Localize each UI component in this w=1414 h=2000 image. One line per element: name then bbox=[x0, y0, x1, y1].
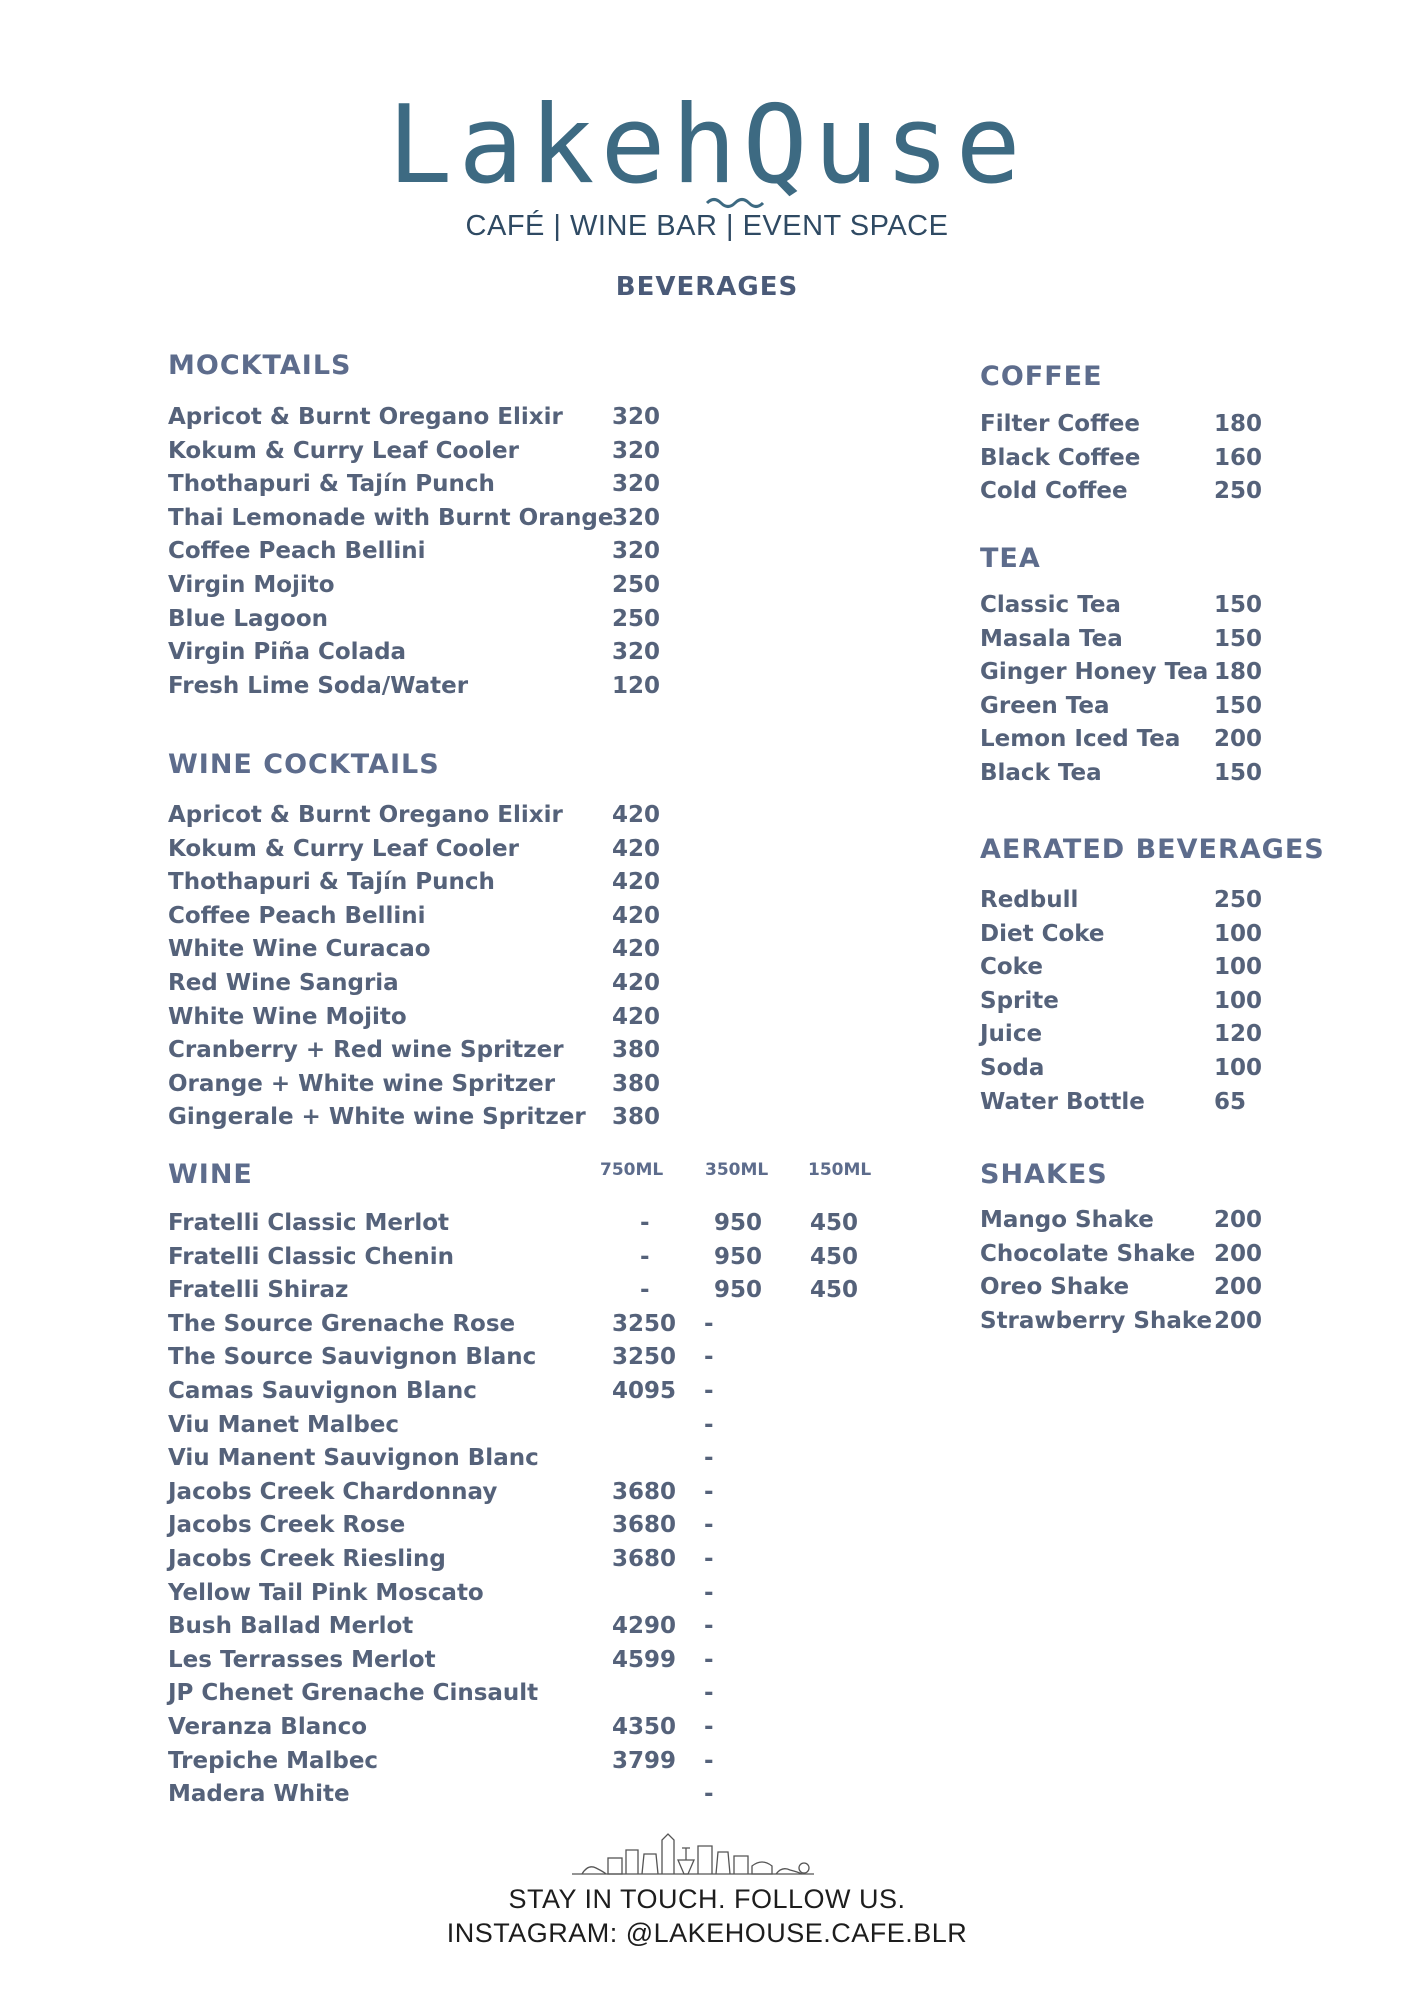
wine-price-350ml: - bbox=[704, 1512, 714, 1539]
drinks-illustration-icon bbox=[568, 1830, 818, 1876]
brand-logo bbox=[0, 83, 1414, 208]
menu-item-name: White Wine Mojito bbox=[168, 1003, 407, 1030]
wine-row bbox=[168, 1676, 888, 1710]
menu-item bbox=[168, 534, 692, 568]
menu-item-name: Apricot & Burnt Oregano Elixir bbox=[168, 404, 563, 430]
menu-item bbox=[980, 950, 1294, 984]
wine-name: Bush Ballad Merlot bbox=[168, 1613, 414, 1640]
wine-price-750ml: 4290 bbox=[612, 1613, 677, 1640]
tea-title: TEA bbox=[980, 543, 1041, 574]
menu-item-price: 100 bbox=[1214, 954, 1263, 981]
menu-item-price: 65 bbox=[1214, 1088, 1247, 1115]
wine-row bbox=[168, 1441, 888, 1475]
wine-price-150ml: 450 bbox=[810, 1210, 859, 1236]
menu-item-price: 320 bbox=[612, 437, 661, 464]
wine-row bbox=[168, 1710, 888, 1744]
menu-item-price: 150 bbox=[1214, 692, 1263, 719]
menu-item-name: Mango Shake bbox=[980, 1207, 1154, 1233]
menu-item-name: Virgin Piña Colada bbox=[168, 639, 407, 666]
menu-item-name: Black Tea bbox=[980, 760, 1102, 786]
menu-item bbox=[168, 568, 692, 602]
wine-price-350ml: - bbox=[704, 1546, 714, 1572]
wine-cocktails-title: WINE COCKTAILS bbox=[168, 749, 440, 780]
wine-price-350ml: - bbox=[704, 1478, 714, 1505]
menu-item-name: Soda bbox=[980, 1055, 1045, 1081]
wine-name: Madera White bbox=[168, 1781, 350, 1808]
menu-item-name: Kokum & Curry Leaf Cooler bbox=[168, 437, 519, 464]
brand-name-part2: Q bbox=[742, 83, 814, 208]
menu-item-price: 420 bbox=[612, 835, 661, 862]
menu-item bbox=[980, 722, 1294, 756]
menu-item bbox=[168, 467, 692, 501]
menu-item bbox=[980, 622, 1294, 656]
menu-item-name: Black Coffee bbox=[980, 444, 1141, 471]
menu-item-price: 100 bbox=[1214, 987, 1263, 1014]
wine-price-750ml: 3680 bbox=[612, 1546, 677, 1572]
wine-row bbox=[168, 1508, 888, 1542]
wine-row bbox=[168, 1206, 888, 1240]
wine-name: Yellow Tail Pink Moscato bbox=[168, 1579, 484, 1606]
wine-price-750ml: - bbox=[640, 1243, 650, 1270]
menu-item bbox=[168, 899, 692, 933]
menu-item-price: 320 bbox=[612, 404, 661, 430]
menu-item-name: Red Wine Sangria bbox=[168, 970, 399, 996]
wine-price-350ml: - bbox=[704, 1378, 714, 1404]
menu-item-price: 420 bbox=[612, 970, 661, 996]
wine-name: Trepiche Malbec bbox=[168, 1747, 379, 1774]
menu-item-price: 200 bbox=[1214, 726, 1263, 753]
menu-item bbox=[168, 865, 692, 899]
wine-price-750ml: 3680 bbox=[612, 1512, 677, 1539]
menu-item-price: 150 bbox=[1214, 592, 1263, 618]
wine-row bbox=[168, 1576, 888, 1610]
menu-item-name: Coffee Peach Bellini bbox=[168, 538, 426, 565]
menu-item bbox=[168, 602, 692, 636]
menu-item bbox=[980, 474, 1294, 508]
wine-price-750ml: 4095 bbox=[612, 1378, 677, 1404]
menu-item-name: Coke bbox=[980, 954, 1043, 981]
menu-item-price: 200 bbox=[1214, 1274, 1263, 1301]
menu-item-price: 320 bbox=[612, 471, 661, 498]
menu-item-price: 150 bbox=[1214, 625, 1263, 652]
menu-item bbox=[980, 1017, 1294, 1051]
wine-name: Viu Manet Malbec bbox=[168, 1411, 400, 1438]
menu-item-price: 380 bbox=[612, 1104, 661, 1131]
menu-item-price: 120 bbox=[612, 672, 661, 699]
menu-item-price: 100 bbox=[1214, 920, 1263, 947]
wave-icon bbox=[705, 196, 765, 210]
menu-item bbox=[168, 635, 692, 669]
wine-name: Viu Manent Sauvignon Blanc bbox=[168, 1445, 539, 1472]
menu-item-name: Orange + White wine Spritzer bbox=[168, 1070, 556, 1097]
menu-item-name: Kokum & Curry Leaf Cooler bbox=[168, 835, 519, 862]
wine-name: Fratelli Shiraz bbox=[168, 1277, 349, 1304]
menu-item bbox=[168, 400, 692, 434]
footer-stay-in-touch: STAY IN TOUCH. FOLLOW US. bbox=[508, 1884, 906, 1914]
menu-item-name: Virgin Mojito bbox=[168, 572, 335, 598]
wine-price-350ml: - bbox=[704, 1781, 714, 1808]
menu-item-name: Diet Coke bbox=[980, 920, 1105, 947]
menu-item-price: 120 bbox=[1214, 1021, 1263, 1048]
wine-name: Jacobs Creek Riesling bbox=[168, 1546, 446, 1572]
wine-price-750ml: 3250 bbox=[612, 1344, 677, 1371]
menu-item bbox=[980, 588, 1294, 622]
mocktails-title: MOCKTAILS bbox=[168, 350, 352, 381]
menu-item-price: 420 bbox=[612, 869, 661, 896]
footer-instagram[interactable]: INSTAGRAM: @LAKEHOUSE.CAFE.BLR bbox=[446, 1918, 968, 1948]
wine-name: Fratelli Classic Merlot bbox=[168, 1210, 450, 1236]
menu-item-price: 160 bbox=[1214, 444, 1263, 471]
wine-row bbox=[168, 1475, 888, 1509]
menu-item bbox=[168, 1100, 692, 1134]
menu-item-name: Strawberry Shake bbox=[980, 1307, 1213, 1334]
menu-item-name: White Wine Curacao bbox=[168, 936, 431, 963]
wine-price-750ml: 4599 bbox=[612, 1646, 677, 1673]
menu-item-price: 250 bbox=[1214, 478, 1263, 505]
wine-price-350ml: 950 bbox=[714, 1210, 763, 1236]
wine-row bbox=[168, 1340, 888, 1374]
wine-price-350ml: - bbox=[704, 1747, 714, 1774]
wine-row bbox=[168, 1609, 888, 1643]
menu-item-name: Redbull bbox=[980, 887, 1079, 913]
menu-item bbox=[980, 883, 1294, 917]
wine-price-350ml: - bbox=[704, 1714, 714, 1740]
menu-item-price: 100 bbox=[1214, 1055, 1263, 1081]
wine-row bbox=[168, 1744, 888, 1778]
menu-item-name: Ginger Honey Tea bbox=[980, 659, 1209, 686]
wine-price-350ml: - bbox=[704, 1411, 714, 1438]
wine-name: JP Chenet Grenache Cinsault bbox=[168, 1680, 539, 1707]
menu-item bbox=[168, 966, 692, 1000]
wine-row bbox=[168, 1374, 888, 1408]
wine-title: WINE bbox=[168, 1159, 253, 1190]
wine-price-350ml: 950 bbox=[714, 1243, 763, 1270]
menu-item bbox=[168, 832, 692, 866]
menu-item bbox=[168, 1033, 692, 1067]
wine-col-150ml: 150ML bbox=[808, 1160, 872, 1180]
wine-row bbox=[168, 1273, 888, 1307]
menu-item bbox=[980, 441, 1294, 475]
wine-name: The Source Grenache Rose bbox=[168, 1310, 516, 1337]
wine-price-750ml: - bbox=[640, 1210, 650, 1236]
menu-item-name: Filter Coffee bbox=[980, 411, 1140, 437]
wine-price-350ml: - bbox=[704, 1445, 714, 1472]
menu-item-name: Cold Coffee bbox=[980, 478, 1128, 505]
menu-item-price: 320 bbox=[612, 504, 661, 531]
tagline: CAFÉ | WINE BAR | EVENT SPACE bbox=[465, 210, 949, 242]
menu-item bbox=[980, 756, 1294, 790]
wine-price-750ml: 3680 bbox=[612, 1478, 677, 1505]
wine-col-350ml: 350ML bbox=[705, 1160, 769, 1180]
wine-row bbox=[168, 1307, 888, 1341]
menu-item-price: 250 bbox=[612, 605, 661, 632]
menu-item bbox=[168, 798, 692, 832]
wine-price-750ml: 3250 bbox=[612, 1310, 677, 1337]
coffee-title: COFFEE bbox=[980, 361, 1103, 392]
wine-col-750ml: 750ML bbox=[600, 1160, 664, 1180]
menu-item-price: 420 bbox=[612, 802, 661, 828]
wine-price-750ml: 4350 bbox=[612, 1714, 677, 1740]
menu-item-name: Thothapuri & Tajín Punch bbox=[168, 471, 495, 498]
menu-item-price: 250 bbox=[612, 572, 661, 598]
wine-price-150ml: 450 bbox=[810, 1243, 859, 1270]
menu-item bbox=[168, 1067, 692, 1101]
menu-item bbox=[980, 1270, 1294, 1304]
aerated-title: AERATED BEVERAGES bbox=[980, 834, 1325, 865]
menu-item-price: 200 bbox=[1214, 1307, 1263, 1334]
menu-item-name: Oreo Shake bbox=[980, 1274, 1130, 1301]
wine-price-350ml: - bbox=[704, 1310, 714, 1337]
wine-row bbox=[168, 1542, 888, 1576]
menu-item bbox=[168, 1000, 692, 1034]
wine-name: Fratelli Classic Chenin bbox=[168, 1243, 455, 1270]
menu-item bbox=[980, 1304, 1294, 1338]
wine-price-350ml: - bbox=[704, 1344, 714, 1371]
menu-item-name: Coffee Peach Bellini bbox=[168, 902, 426, 929]
wine-price-150ml: 450 bbox=[810, 1277, 859, 1304]
wine-price-350ml: 950 bbox=[714, 1277, 763, 1304]
menu-item bbox=[980, 689, 1294, 723]
menu-item-name: Thai Lemonade with Burnt Orange bbox=[168, 504, 614, 531]
menu-item-name: Chocolate Shake bbox=[980, 1240, 1196, 1267]
brand-name-part3: use bbox=[813, 83, 1027, 208]
menu-item bbox=[168, 434, 692, 468]
shakes-title: SHAKES bbox=[980, 1159, 1108, 1190]
menu-item-price: 380 bbox=[612, 1037, 661, 1064]
menu-item-price: 180 bbox=[1214, 659, 1263, 686]
menu-item-price: 200 bbox=[1214, 1207, 1263, 1233]
menu-item-name: Thothapuri & Tajín Punch bbox=[168, 869, 495, 896]
wine-price-750ml: 3799 bbox=[612, 1747, 677, 1774]
menu-item bbox=[980, 1237, 1294, 1271]
menu-item-name: Blue Lagoon bbox=[168, 605, 329, 632]
menu-item-price: 420 bbox=[612, 936, 661, 963]
menu-item-name: Fresh Lime Soda/Water bbox=[168, 672, 469, 699]
menu-item-price: 180 bbox=[1214, 411, 1263, 437]
wine-name: The Source Sauvignon Blanc bbox=[168, 1344, 537, 1371]
wine-name: Jacobs Creek Rose bbox=[168, 1512, 406, 1539]
wine-name: Jacobs Creek Chardonnay bbox=[168, 1478, 498, 1505]
menu-item-name: Green Tea bbox=[980, 692, 1110, 719]
wine-row bbox=[168, 1777, 888, 1811]
menu-item bbox=[980, 984, 1294, 1018]
menu-item-name: Gingerale + White wine Spritzer bbox=[168, 1104, 586, 1131]
page-heading: BEVERAGES bbox=[615, 272, 799, 302]
menu-item bbox=[980, 407, 1294, 441]
menu-item-price: 200 bbox=[1214, 1240, 1263, 1267]
wine-row bbox=[168, 1240, 888, 1274]
wine-price-350ml: - bbox=[704, 1680, 714, 1707]
wine-price-750ml: - bbox=[640, 1277, 650, 1304]
menu-item-name: Masala Tea bbox=[980, 625, 1123, 652]
menu-item-name: Water Bottle bbox=[980, 1088, 1145, 1115]
menu-item bbox=[980, 917, 1294, 951]
wine-name: Les Terrasses Merlot bbox=[168, 1646, 436, 1673]
menu-item-price: 420 bbox=[612, 902, 661, 929]
menu-item bbox=[980, 655, 1294, 689]
wine-price-350ml: - bbox=[704, 1613, 714, 1640]
menu-item-price: 250 bbox=[1214, 887, 1263, 913]
wine-name: Veranza Blanco bbox=[168, 1714, 368, 1740]
menu-item bbox=[980, 1203, 1294, 1237]
menu-item-name: Sprite bbox=[980, 987, 1059, 1014]
menu-item-price: 380 bbox=[612, 1070, 661, 1097]
menu-item-name: Lemon Iced Tea bbox=[980, 726, 1181, 753]
menu-item bbox=[168, 501, 692, 535]
brand-name-part1: Lakeh bbox=[387, 83, 743, 208]
menu-item-name: Apricot & Burnt Oregano Elixir bbox=[168, 802, 563, 828]
menu-item-name: Cranberry + Red wine Spritzer bbox=[168, 1037, 564, 1064]
wine-row bbox=[168, 1643, 888, 1677]
menu-item bbox=[980, 1051, 1294, 1085]
menu-item bbox=[980, 1085, 1294, 1119]
menu-item-price: 320 bbox=[612, 639, 661, 666]
menu-item bbox=[168, 669, 692, 703]
menu-item-price: 420 bbox=[612, 1003, 661, 1030]
wine-price-350ml: - bbox=[704, 1646, 714, 1673]
wine-row bbox=[168, 1408, 888, 1442]
menu-item-price: 150 bbox=[1214, 760, 1263, 786]
wine-name: Camas Sauvignon Blanc bbox=[168, 1378, 477, 1404]
menu-item-name: Classic Tea bbox=[980, 592, 1121, 618]
menu-item-price: 320 bbox=[612, 538, 661, 565]
menu-item bbox=[168, 932, 692, 966]
wine-price-350ml: - bbox=[704, 1579, 714, 1606]
menu-item-name: Juice bbox=[980, 1021, 1043, 1048]
